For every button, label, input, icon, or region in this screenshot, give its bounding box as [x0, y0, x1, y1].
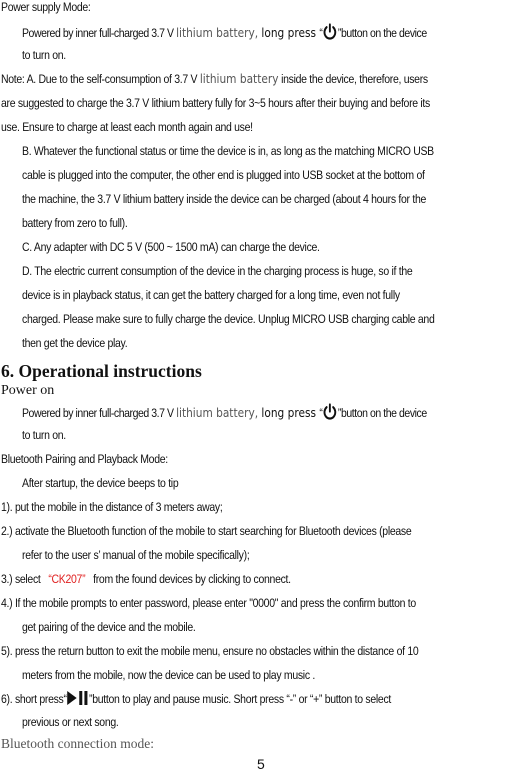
note-b-line-2: cable is plugged into the computer, the other end is plugged into USB socket at the bottom of — [22, 168, 425, 182]
play-pause-icon — [67, 689, 89, 711]
power-text-2: ”button on the device — [337, 26, 427, 40]
note-line-2: are suggested to charge the 3.7 V lithium battery fully for 3~5 hours after their buying and before its — [1, 96, 430, 110]
step-1: 1). put the mobile in the distance of 3 meters away; — [1, 500, 223, 514]
section-heading: 6. Operational instructions — [1, 361, 202, 381]
minus-symbol: “-” — [286, 692, 296, 706]
note-d-line-2: device is in playback status, it can get the battery charged for a long time, even not fully — [22, 288, 400, 302]
power-on-heading: Power on — [1, 383, 55, 398]
long-press-text: long press — [258, 26, 320, 40]
step-6-or: or — [295, 692, 310, 706]
power-on-text-1: Powered by inner full-charged 3.7 V — [22, 406, 177, 420]
bluetooth-connection-heading: Bluetooth connection mode: — [1, 736, 154, 751]
turn-on-text: to turn on. — [22, 48, 66, 62]
note-b-line-1: B. Whatever the functional status or time the device is in, as long as the matching MICRO USB — [22, 144, 434, 158]
turn-on-text: to turn on. — [22, 428, 66, 442]
step-5-cont: meters from the mobile, now the device can be used to play music . — [22, 668, 315, 682]
step-4: 4.) If the mobile prompts to enter password, please enter "0000" and press the confirm button to — [1, 596, 416, 610]
long-press-text: long press — [258, 406, 320, 420]
device-name: “CK207” — [48, 572, 86, 586]
lithium-battery-text: lithium battery — [199, 72, 279, 86]
quote-open: “ — [319, 406, 323, 420]
power-supply-line-wrap — [22, 23, 427, 45]
step-6-text-1: 6). short press“ — [1, 692, 67, 706]
power-supply-mode-heading: Power supply Mode: — [1, 0, 91, 14]
step-5: 5). press the return button to exit the mobile menu, ensure no obstacles within the distance of 10 — [1, 644, 419, 658]
step-6 — [1, 689, 391, 711]
power-on-line-wrap — [22, 403, 427, 425]
step-6-cont: previous or next song. — [22, 715, 119, 729]
power-text-1: Powered by inner full-charged 3.7 V — [22, 26, 177, 40]
lithium-battery-text: lithium battery, — [176, 26, 259, 40]
startup-text: After startup, the device beeps to tip — [22, 476, 179, 490]
note-b-line-4: battery from zero to full). — [22, 216, 128, 230]
bluetooth-mode-heading: Bluetooth Pairing and Playback Mode: — [1, 452, 168, 466]
note-d-line-4: then get the device play. — [22, 336, 128, 350]
lithium-battery-text: lithium battery, — [176, 406, 259, 420]
step-3 — [1, 571, 291, 587]
power-on-line — [22, 403, 493, 425]
step-2-cont: refer to the user s’ manual of the mobile specifically); — [22, 548, 250, 562]
step-6-text-2: ”button to play and pause music. Short press — [89, 692, 287, 706]
plus-symbol: “+” — [309, 692, 323, 706]
note-d-line-3: charged. Please make sure to fully charge the device. Unplug MICRO USB charging cable and — [22, 312, 435, 326]
note-line-3: use. Ensure to charge at least each month again and use! — [1, 120, 253, 134]
power-supply-line — [22, 23, 493, 45]
note-text-2: inside the device, therefore, users — [278, 72, 428, 86]
page-number: 5 — [257, 756, 265, 772]
step-3-text-2: from the found devices by clicking to connect. — [90, 572, 291, 586]
step-4-cont: get pairing of the device and the mobile. — [22, 620, 196, 634]
step-3-text-1: 3.) select — [1, 572, 44, 586]
power-icon — [322, 23, 337, 45]
note-line — [1, 71, 428, 87]
quote-open: “ — [319, 26, 323, 40]
note-c-line: C. Any adapter with DC 5 V (500 ~ 1500 mA) can charge the device. — [22, 240, 320, 254]
power-icon — [322, 403, 337, 425]
step-6-text-3: button to select — [322, 692, 392, 706]
step-2: 2.) activate the Bluetooth function of the mobile to start searching for Bluetooth devices (please — [1, 524, 412, 538]
note-d-line-1: D. The electric current consumption of the device in the charging process is huge, so if the — [22, 264, 413, 278]
note-b-line-3: the machine, the 3.7 V lithium battery inside the device can be charged (about 4 hours for the — [22, 192, 427, 206]
power-on-text-2: ”button on the device — [337, 406, 427, 420]
note-text-1: Note: A. Due to the self-consumption of 3.7 V — [1, 72, 200, 86]
